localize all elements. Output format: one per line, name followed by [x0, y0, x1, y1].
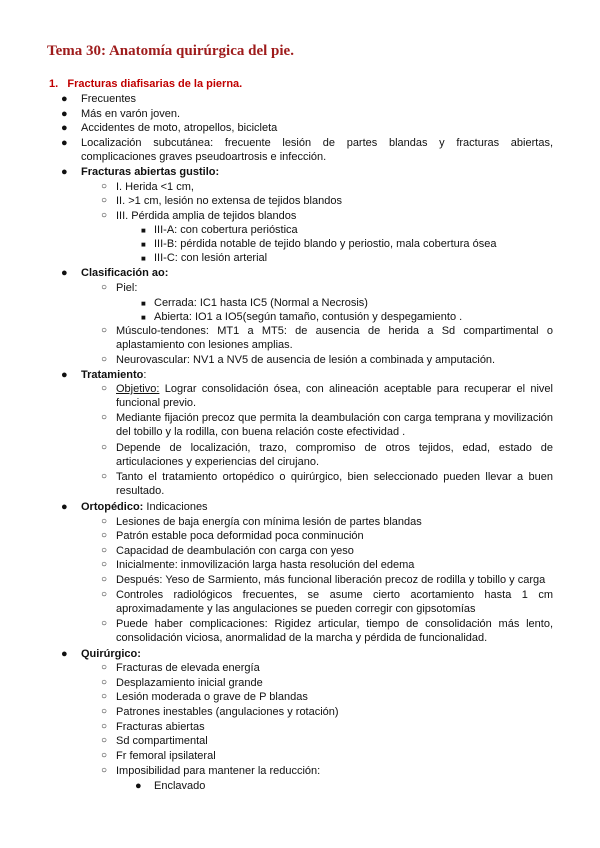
tratamiento-heading: Tratamiento: — [81, 369, 147, 381]
circle-bullet-icon: ○ — [101, 181, 108, 192]
circle-bullet-icon: ○ — [101, 383, 108, 394]
ortopedico-title: Ortopédico: — [81, 501, 144, 513]
page-title: Tema 30: Anatomía quirúrgica del pie. — [47, 43, 294, 59]
list-item: I. Herida <1 cm, — [116, 181, 194, 193]
circle-bullet-icon: ○ — [101, 442, 108, 453]
ortopedico-heading — [81, 500, 208, 514]
circle-bullet-icon: ○ — [101, 574, 108, 585]
list-item — [116, 382, 553, 410]
list-item: II. >1 cm, lesión no extensa de tejidos blandos — [116, 195, 342, 207]
circle-bullet-icon: ○ — [101, 530, 108, 541]
circle-bullet-icon: ○ — [101, 677, 108, 688]
circle-bullet-icon: ○ — [101, 706, 108, 717]
section-title: Fracturas diafisarias de la pierna. — [67, 78, 243, 90]
circle-bullet-icon: ○ — [101, 545, 108, 556]
bullet-icon: ● — [61, 137, 68, 149]
circle-bullet-icon: ○ — [101, 691, 108, 702]
circle-bullet-icon: ○ — [101, 354, 108, 365]
list-item: III-B: pérdida notable de tejido blando y periostio, mala cobertura ósea — [154, 238, 497, 250]
list-item: Fracturas abiertas — [116, 721, 205, 733]
ao-heading: Clasificación ao: — [81, 267, 169, 279]
list-item: Frecuentes — [81, 93, 137, 105]
circle-bullet-icon: ○ — [101, 516, 108, 527]
list-item: Fr femoral ipsilateral — [116, 750, 216, 762]
list-item: Más en varón joven. — [81, 108, 181, 120]
list-item: Patrón estable poca deformidad poca conminución — [116, 530, 364, 542]
list-item: Tanto el tratamiento ortopédico o quirúrgico, bien seleccionado pueden llevar a buen resultado. — [116, 471, 553, 497]
list-item: Piel: — [116, 282, 138, 294]
circle-bullet-icon: ○ — [101, 765, 108, 776]
list-item: Inicialmente: inmovilización larga hasta resolución del edema — [116, 559, 415, 571]
list-item: Imposibilidad para mantener la reducción: — [116, 765, 321, 777]
circle-bullet-icon: ○ — [101, 282, 108, 293]
square-bullet-icon: ■ — [141, 254, 146, 263]
list-item: III-A: con cobertura perióstica — [154, 224, 298, 236]
list-item: Neurovascular: NV1 a NV5 de ausencia de lesión a combinada y amputación. — [116, 354, 496, 366]
circle-bullet-icon: ○ — [101, 195, 108, 206]
circle-bullet-icon: ○ — [101, 735, 108, 746]
bullet-icon: ● — [61, 122, 68, 134]
list-item: Depende de localización, trazo, compromiso de otros tejidos, edad, estado de articulaciones y experiencias del cirujano. — [116, 442, 553, 468]
bullet-icon: ● — [61, 108, 68, 120]
bullet-icon: ● — [135, 780, 142, 792]
circle-bullet-icon: ○ — [101, 721, 108, 732]
circle-bullet-icon: ○ — [101, 589, 108, 600]
bullet-icon: ● — [61, 267, 68, 279]
bullet-icon: ● — [61, 93, 68, 105]
list-item: Mediante fijación precoz que permita la deambulación con carga temprana y movilización del tobillo y la rodilla, con buena relación coste efectividad . — [116, 412, 553, 438]
list-item: Músculo-tendones: MT1 a MT5: de ausencia de herida a Sd compartimental o aplastamiento con lesiones amplias. — [116, 325, 553, 351]
list-item: Enclavado — [154, 780, 206, 792]
square-bullet-icon: ■ — [141, 299, 146, 308]
objetivo-text: Lograr consolidación ósea, con alineación aceptable para recuperar el nivel funcional previo. — [116, 383, 553, 409]
list-item: Sd compartimental — [116, 735, 208, 747]
list-item: Accidentes de moto, atropellos, bicicleta — [81, 122, 278, 134]
ortopedico-suffix: Indicaciones — [146, 501, 208, 513]
section-heading — [49, 78, 242, 90]
circle-bullet-icon: ○ — [101, 325, 108, 336]
list-item: Fracturas de elevada energía — [116, 662, 260, 674]
list-item: Capacidad de deambulación con carga con yeso — [116, 545, 354, 557]
section-number: 1. — [49, 78, 59, 90]
circle-bullet-icon: ○ — [101, 618, 108, 629]
bullet-icon: ● — [61, 501, 68, 513]
circle-bullet-icon: ○ — [101, 210, 108, 221]
gustilo-heading: Fracturas abiertas gustilo: — [81, 166, 220, 178]
bullet-icon: ● — [61, 648, 68, 660]
circle-bullet-icon: ○ — [101, 471, 108, 482]
list-item: Desplazamiento inicial grande — [116, 677, 263, 689]
bullet-icon: ● — [61, 369, 68, 381]
list-item: Lesiones de baja energía con mínima lesión de partes blandas — [116, 516, 422, 528]
list-item: III. Pérdida amplia de tejidos blandos — [116, 210, 297, 222]
objetivo-label: Objetivo: — [116, 383, 160, 395]
list-item: Después: Yeso de Sarmiento, más funcional liberación precoz de rodilla y tobillo y carga — [116, 574, 546, 586]
list-item: Puede haber complicaciones: Rigidez articular, tiempo de consolidación más lento, consolidación viciosa, anormalidad de la marcha y pérdida de funcionalidad. — [116, 618, 553, 644]
list-item: Abierta: IO1 a IO5(según tamaño, contusión y despegamiento . — [154, 311, 463, 323]
circle-bullet-icon: ○ — [101, 412, 108, 423]
list-item: Patrones inestables (angulaciones y rotación) — [116, 706, 339, 718]
square-bullet-icon: ■ — [141, 226, 146, 235]
list-item: Controles radiológicos frecuentes, se asume cierto acortamiento hasta 1 cm aproximadamente y las angulaciones se pueden corregir con gipsotomías — [116, 589, 553, 615]
circle-bullet-icon: ○ — [101, 750, 108, 761]
square-bullet-icon: ■ — [141, 313, 146, 322]
list-item: III-C: con lesión arterial — [154, 252, 268, 264]
list-item: Lesión moderada o grave de P blandas — [116, 691, 308, 703]
circle-bullet-icon: ○ — [101, 559, 108, 570]
square-bullet-icon: ■ — [141, 240, 146, 249]
tratamiento-title: Tratamiento — [81, 369, 144, 381]
list-item: Localización subcutánea: frecuente lesión de partes blandas y fracturas abiertas, complicaciones graves pseudoartrosis e infección. — [81, 137, 553, 163]
list-item: Cerrada: IC1 hasta IC5 (Normal a Necrosis) — [154, 297, 368, 309]
quirurgico-heading: Quirúrgico: — [81, 648, 141, 660]
bullet-icon: ● — [61, 166, 68, 178]
circle-bullet-icon: ○ — [101, 662, 108, 673]
